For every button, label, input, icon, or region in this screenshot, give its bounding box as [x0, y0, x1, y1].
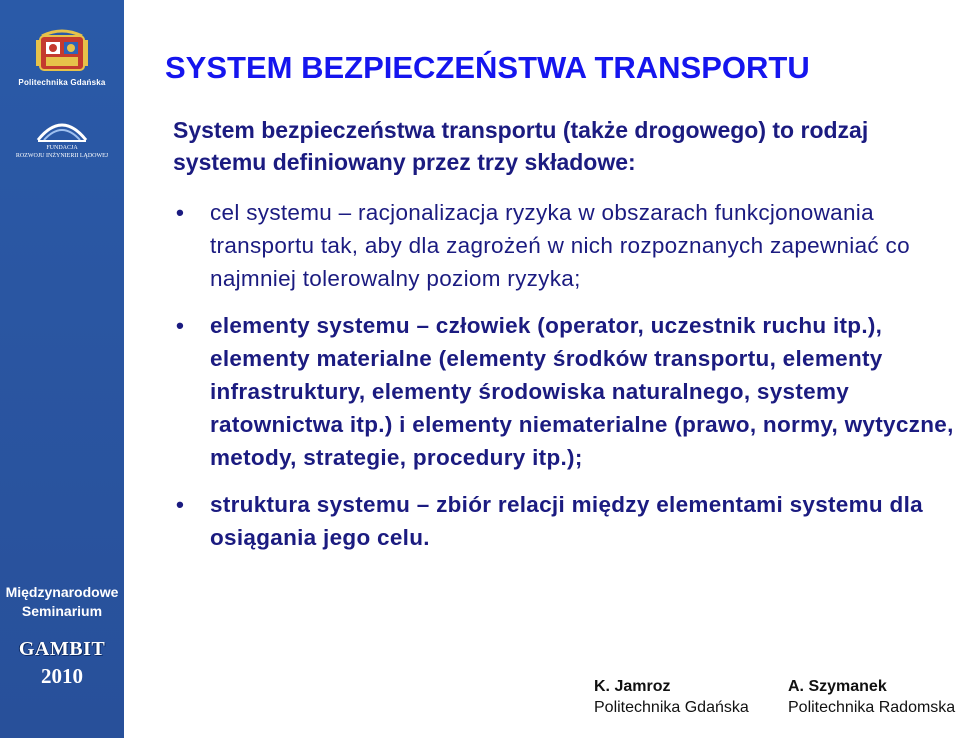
foundation-name: [0, 144, 124, 160]
event-name: GAMBIT: [18, 638, 106, 660]
author-affiliation: Politechnika Gdańska: [594, 699, 749, 716]
author-1: [594, 676, 749, 718]
bullet-icon: •: [176, 313, 185, 338]
author-affiliation: Politechnika Radomska: [788, 699, 956, 716]
bullet-text: struktura systemu – zbiór relacji między elementami systemu dla osiągania jego celu.: [210, 492, 923, 550]
foundation-line-2: ROZWOJU INŻYNIERII LĄDOWEJ: [15, 153, 109, 159]
foundation-line-1: FUNDACJA: [46, 145, 78, 151]
author-name: A. Szymanek: [788, 678, 887, 695]
seminar-line-2: Seminarium: [21, 603, 103, 619]
bullet-icon: •: [176, 200, 185, 225]
seminar-line-1: Międzynarodowe: [5, 584, 119, 600]
foundation-bridge-logo: [36, 114, 88, 144]
event-year: 2010: [41, 664, 83, 688]
bullet-text: cel systemu – racjonalizacja ryzyka w obszarach funkcjonowania transportu tak, aby dla zagrożeń w nich rozpoznanych zapewniać co najmniej tolerowalny poziom ryzyka;: [210, 200, 910, 291]
list-item: [170, 309, 960, 474]
bullet-icon: •: [176, 492, 185, 517]
list-item: [170, 196, 960, 295]
slide-title: SYSTEM BEZPIECZEŃSTWA TRANSPORTU: [165, 50, 810, 85]
sidebar: [0, 0, 124, 738]
university-name: Politechnika Gdańska: [18, 78, 106, 87]
list-item: [170, 488, 960, 554]
bullet-text: elementy systemu – człowiek (operator, uczestnik ruchu itp.), elementy materialne (elementy środków transportu, elementy infrastruktury, elementy środowiska naturalnego, systemy ratownictwa itp.) i elementy niematerialne (prawo, normy, wytyczne, metody, strategie, procedury itp.);: [210, 313, 954, 470]
seminar-label: [0, 583, 124, 621]
intro-paragraph: System bezpieczeństwa transportu (także drogowego) to rodzaj systemu definiowany przez trzy składowe:: [173, 117, 869, 175]
author-name: K. Jamroz: [594, 678, 671, 695]
bullet-list: [170, 196, 960, 568]
university-crest-logo: [32, 28, 92, 74]
author-2: [788, 676, 955, 718]
